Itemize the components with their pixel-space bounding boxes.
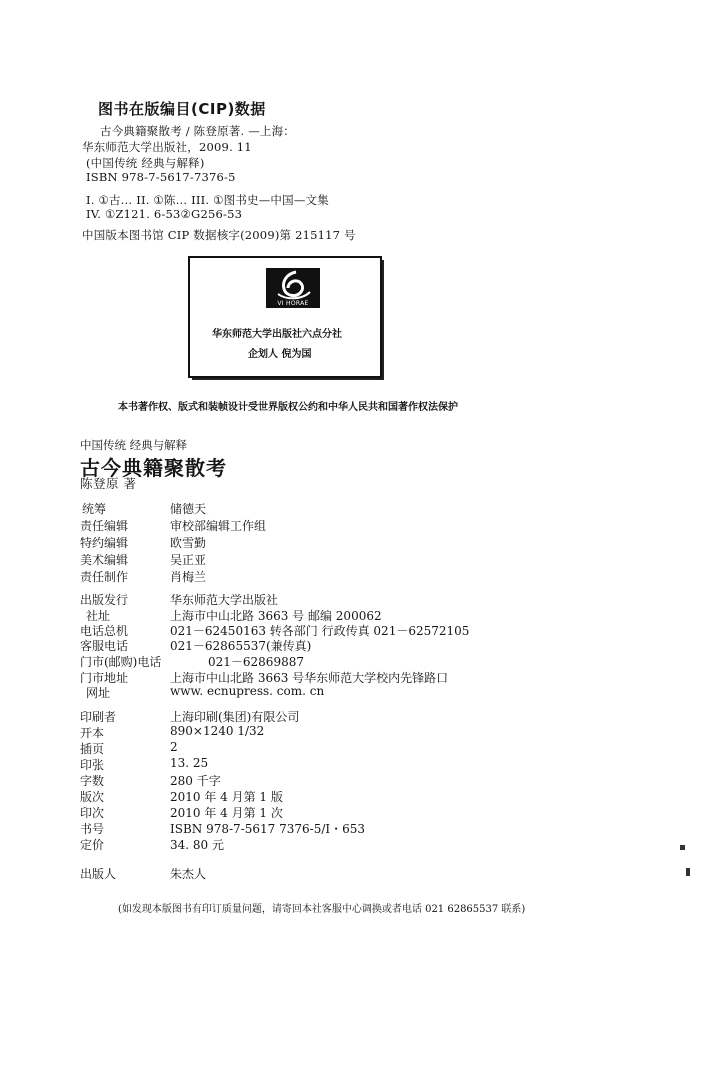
author-line: 陈登原 著 — [80, 476, 137, 491]
publishing-value: www. ecnupress. com. cn — [170, 684, 325, 698]
spec-value: 34. 80 元 — [170, 838, 224, 852]
spec-label: 插页 — [80, 742, 105, 756]
publishing-label: 门市(邮购)电话 — [80, 655, 162, 669]
spec-row — [80, 708, 520, 724]
spec-row — [80, 820, 520, 836]
publishing-label: 出版发行 — [80, 593, 129, 607]
publishing-row — [80, 684, 520, 700]
cip-line-6: IV. ①Z121. 6-53②G256-53 — [86, 207, 243, 221]
spec-row — [80, 740, 520, 756]
publishing-row — [80, 669, 540, 685]
credit-label: 统筹 — [82, 502, 107, 516]
spec-value: 13. 25 — [170, 756, 209, 770]
publishing-value: 上海市中山北路 3663 号 邮编 200062 — [170, 609, 382, 623]
spec-value: 890×1240 1/32 — [170, 724, 265, 738]
spec-label: 版次 — [80, 790, 105, 804]
publishing-label: 电话总机 — [80, 624, 129, 638]
credit-row — [80, 551, 480, 567]
spec-label: 定价 — [80, 838, 105, 852]
spec-row — [80, 788, 520, 804]
credit-row — [80, 517, 480, 533]
publisher-logo — [266, 268, 320, 308]
logo-text: VI HORAE — [277, 300, 309, 307]
publisher-person-row — [80, 865, 520, 881]
book-title: 古今典籍聚散考 — [80, 456, 227, 480]
spec-value: 2 — [170, 740, 178, 754]
spec-label: 印次 — [80, 806, 105, 820]
credit-value: 审校部编辑工作组 — [170, 519, 267, 533]
cip-line-4: ISBN 978-7-5617-7376-5 — [86, 170, 236, 184]
spec-row — [80, 756, 520, 772]
publishing-row — [80, 591, 520, 607]
publishing-label: 社址 — [86, 609, 111, 623]
publishing-label: 门市地址 — [80, 671, 129, 685]
credit-value: 吴正亚 — [170, 553, 207, 567]
spec-label: 印刷者 — [80, 710, 117, 724]
credit-value: 欧雪勤 — [170, 536, 207, 550]
spec-value: 2010 年 4 月第 1 次 — [170, 806, 283, 820]
spec-label: 开本 — [80, 726, 105, 740]
credit-row — [80, 534, 480, 550]
publishing-value: 华东师范大学出版社 — [170, 593, 279, 607]
cip-line-5: I. ①古… II. ①陈… III. ①图书史—中国—文集 — [86, 193, 329, 207]
cip-line-7: 中国版本图书馆 CIP 数据核字(2009)第 215117 号 — [82, 228, 356, 242]
credit-label: 责任制作 — [80, 570, 129, 584]
publishing-row — [80, 637, 520, 653]
credit-row — [80, 568, 480, 584]
spec-row — [80, 804, 520, 820]
publishing-label: 网址 — [86, 686, 111, 700]
cip-line-2: 华东师范大学出版社，2009. 11 — [82, 140, 252, 154]
copyright-notice: 本书著作权、版式和装帧设计受世界版权公约和中华人民共和国著作权法保护 — [118, 402, 458, 413]
credit-value: 肖梅兰 — [170, 570, 207, 584]
spec-row — [80, 836, 520, 852]
credit-label: 美术编辑 — [80, 553, 129, 567]
publisher-person-value: 朱杰人 — [170, 867, 207, 881]
spec-row — [80, 724, 520, 740]
publishing-row — [80, 653, 520, 669]
publishing-value: 021－62865537(兼传真) — [170, 639, 312, 653]
six-icon — [266, 268, 320, 302]
spec-label: 书号 — [80, 822, 105, 836]
credit-value: 储德天 — [170, 502, 207, 516]
cip-line-1: 古今典籍聚散考 / 陈登原著. —上海： — [100, 124, 295, 138]
publisher-branch: 华东师范大学出版社六点分社 — [212, 329, 342, 340]
spec-value: 2010 年 4 月第 1 版 — [170, 790, 283, 804]
publishing-label: 客服电话 — [80, 639, 129, 653]
publisher-person-label: 出版人 — [80, 867, 117, 881]
credit-label: 责任编辑 — [80, 519, 129, 533]
credit-row — [80, 500, 480, 516]
cip-title: 图书在版编目(CIP)数据 — [98, 100, 266, 118]
credit-label: 特约编辑 — [80, 536, 129, 550]
publishing-row — [80, 622, 540, 638]
scan-mark — [686, 868, 690, 876]
publishing-value: 上海市中山北路 3663 号华东师范大学校内先锋路口 — [170, 671, 449, 685]
planner-line: 企划人 倪为国 — [248, 349, 312, 360]
spec-row — [80, 772, 520, 788]
spec-value: 280 千字 — [170, 774, 221, 788]
spec-label: 印张 — [80, 758, 105, 772]
spec-value: ISBN 978-7-5617 7376-5/I・653 — [170, 822, 366, 836]
publishing-value: 021－62869887 — [208, 655, 304, 669]
cip-line-3: (中国传统 经典与解释) — [86, 156, 205, 170]
scan-mark — [680, 845, 685, 850]
series-name: 中国传统 经典与解释 — [80, 438, 188, 452]
spec-label: 字数 — [80, 774, 105, 788]
footer-note: (如发现本版图书有印订质量问题，请寄回本社客服中心调换或者电话 021 62865537 联系) — [118, 904, 526, 915]
publishing-value: 021－62450163 转各部门 行政传真 021－62572105 — [170, 624, 470, 638]
spec-value: 上海印刷(集团)有限公司 — [170, 710, 300, 724]
publishing-row — [80, 607, 520, 623]
